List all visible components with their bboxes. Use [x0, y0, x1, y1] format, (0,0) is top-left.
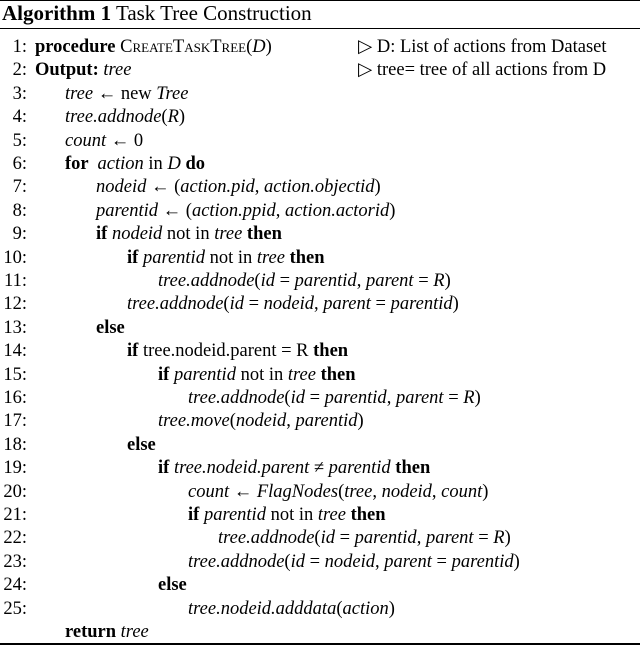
keyword: return	[65, 622, 121, 642]
code-statement	[127, 247, 325, 270]
code-text: not in	[265, 505, 318, 525]
algorithm-line	[0, 59, 640, 82]
code-statement	[188, 598, 395, 621]
caption-rule	[0, 28, 640, 29]
code-text: ,	[314, 294, 324, 315]
algorithm-line	[0, 317, 640, 340]
code-statement	[158, 574, 187, 597]
algorithm-line	[0, 410, 640, 433]
identifier: tree.addnode	[218, 528, 315, 549]
code-statement	[96, 200, 395, 223]
code-text: =	[413, 271, 434, 291]
algorithm-line	[0, 364, 640, 387]
identifier: action	[342, 598, 389, 619]
identifier: FlagNodes	[256, 481, 339, 502]
code-statement	[188, 387, 481, 410]
line-number: 23:	[3, 551, 27, 572]
keyword: if	[96, 224, 112, 245]
algorithm-line	[0, 551, 640, 574]
identifier: tree.nodeid.parent	[173, 458, 310, 479]
identifier: parentid	[451, 551, 514, 572]
keyword: then	[390, 458, 431, 479]
line-number: 1:	[12, 37, 27, 57]
code-text: ,	[431, 481, 442, 502]
code-text: =	[443, 388, 464, 408]
line-number: 7:	[12, 177, 27, 198]
algorithm-line	[0, 387, 640, 410]
algorithm-line	[0, 340, 640, 363]
code-text: (	[314, 528, 321, 549]
code-statement	[188, 481, 488, 504]
identifier: tree	[287, 364, 316, 385]
identifier: id	[290, 388, 305, 408]
code-text: not in	[204, 247, 257, 268]
identifier: parentid	[328, 458, 391, 479]
code-text: =	[370, 294, 391, 315]
identifier: nodeid	[381, 481, 432, 502]
code-text: not in	[162, 224, 215, 245]
code-text: )	[265, 37, 272, 57]
identifier: parentid	[294, 271, 357, 291]
algorithm-line	[0, 153, 640, 176]
code-statement	[158, 364, 356, 387]
code-text: ,	[254, 177, 265, 198]
code-text: )	[452, 294, 459, 315]
algorithm-line	[0, 293, 640, 316]
line-number: 10:	[3, 247, 27, 268]
line-number: 25:	[3, 598, 27, 619]
identifier: R	[463, 388, 475, 408]
identifier: parentid	[295, 411, 358, 432]
code-statement	[158, 410, 364, 433]
identifier: tree.addnode	[188, 551, 285, 572]
identifier: action.objectid	[264, 177, 375, 198]
identifier: R	[167, 107, 179, 128]
algorithm-line	[0, 481, 640, 504]
code-text: ,	[356, 271, 366, 291]
identifier: tree.addnode	[188, 388, 285, 408]
code-statement	[127, 434, 156, 457]
line-number: 17:	[3, 411, 27, 432]
identifier: parent	[425, 528, 474, 549]
code-text: ← (	[146, 177, 181, 198]
keyword: procedure	[35, 37, 121, 57]
identifier: parentid	[324, 388, 387, 408]
line-number: 3:	[12, 83, 27, 104]
code-text: ←	[229, 481, 257, 502]
code-text: in	[143, 154, 168, 174]
keyword: if	[158, 364, 174, 385]
code-statement	[35, 36, 272, 59]
code-statement	[158, 270, 451, 293]
keyword: else	[158, 575, 187, 596]
code-text: =	[334, 528, 355, 549]
algorithm-line	[0, 621, 640, 644]
algorithm-line	[0, 106, 640, 129]
code-text: )	[388, 598, 395, 619]
identifier: tree.move	[158, 411, 230, 432]
identifier: Tree	[156, 83, 189, 104]
code-statement	[188, 551, 520, 574]
algorithm-line	[0, 247, 640, 270]
code-statement	[96, 223, 282, 246]
code-text: )	[389, 200, 396, 221]
algorithm-line	[0, 83, 640, 106]
identifier: parent	[395, 388, 444, 408]
code-text: =	[304, 388, 325, 408]
algorithm-line	[0, 223, 640, 246]
keyword: else	[96, 317, 125, 338]
line-number: 19:	[3, 458, 27, 479]
code-text: =	[274, 271, 295, 291]
code-text: ← new	[93, 83, 157, 104]
identifier: parent	[323, 294, 371, 315]
code-statement	[188, 504, 386, 527]
line-number: 14:	[3, 341, 27, 362]
algorithm-label: Algorithm 1	[2, 1, 112, 25]
code-statement	[65, 153, 205, 176]
identifier: action.ppid	[191, 200, 276, 221]
identifier: action	[92, 154, 144, 174]
line-number: 8:	[12, 200, 27, 221]
identifier: tree.addnode	[65, 107, 162, 128]
keyword: if	[127, 341, 143, 362]
identifier: id	[290, 551, 305, 572]
code-statement	[218, 527, 511, 550]
code-text: )	[482, 481, 489, 502]
code-text: not in	[235, 364, 288, 385]
keyword: if	[158, 458, 174, 479]
keyword: if	[188, 505, 204, 525]
identifier: nodeid	[324, 551, 376, 572]
identifier: R	[493, 528, 505, 549]
algorithm-line	[0, 270, 640, 293]
code-text: (	[284, 388, 291, 408]
code-text: )	[178, 107, 186, 128]
algorithm-line	[0, 130, 640, 153]
identifier: count	[65, 130, 107, 151]
line-number: 22:	[3, 528, 27, 549]
code-statement	[65, 106, 185, 129]
procedure-name: CreateTaskTree	[120, 37, 247, 57]
identifier: nodeid	[235, 411, 287, 432]
code-text: =	[431, 551, 452, 572]
identifier: tree	[344, 481, 373, 502]
code-text: ,	[386, 388, 396, 408]
keyword: then	[242, 224, 282, 245]
algorithm-caption	[2, 0, 312, 26]
identifier: parent	[384, 551, 432, 572]
identifier: tree	[120, 622, 149, 642]
code-text: )	[504, 528, 511, 549]
code-statement	[65, 621, 149, 644]
code-text: )	[513, 551, 520, 572]
line-comment: ▷ tree= tree of all actions from D	[358, 60, 607, 81]
code-text: =	[473, 528, 494, 549]
algorithm-name: Task Tree Construction	[115, 1, 312, 25]
keyword: else	[127, 434, 156, 455]
line-number: 2:	[12, 60, 27, 81]
code-statement	[127, 293, 459, 316]
code-text: ,	[275, 200, 285, 221]
line-number: 6:	[12, 154, 27, 174]
code-statement	[158, 457, 430, 480]
identifier: parentid	[142, 247, 205, 268]
code-text: )	[474, 388, 481, 408]
code-statement	[127, 340, 348, 363]
keyword: if	[127, 247, 143, 268]
identifier: tree	[103, 60, 132, 81]
algorithm-line	[0, 574, 640, 597]
line-number: 13:	[3, 317, 27, 338]
code-statement	[96, 317, 125, 340]
identifier: tree	[214, 224, 243, 245]
identifier: id	[320, 528, 335, 549]
algorithm-line	[0, 457, 640, 480]
identifier: tree.addnode	[127, 294, 224, 315]
code-statement	[96, 176, 381, 199]
line-number: 12:	[3, 294, 27, 315]
identifier: id	[229, 294, 244, 315]
identifier: nodeid	[263, 294, 315, 315]
code-text: =	[243, 294, 264, 315]
bottom-rule	[0, 643, 640, 645]
identifier: parentid	[354, 528, 417, 549]
identifier: action.actorid	[284, 200, 390, 221]
identifier: parentid	[96, 200, 159, 221]
code-text: (	[336, 598, 343, 619]
code-text: ,	[416, 528, 426, 549]
keyword: for	[65, 154, 93, 174]
line-number: 15:	[3, 364, 27, 385]
algorithm-line	[0, 598, 640, 621]
identifier: parentid	[173, 364, 236, 385]
identifier: tree	[317, 505, 346, 525]
keyword: then	[315, 364, 356, 385]
line-number: 16:	[3, 388, 27, 408]
code-text: (	[254, 271, 261, 291]
code-text: (	[161, 107, 168, 128]
code-text: (	[338, 481, 345, 502]
code-text: ,	[372, 481, 382, 502]
identifier: D	[167, 154, 181, 174]
code-text: )	[444, 271, 451, 291]
code-text: ,	[375, 551, 385, 572]
identifier: parentid	[203, 505, 266, 525]
algorithm-line	[0, 504, 640, 527]
line-comment: ▷ D: List of actions from Dataset	[358, 37, 607, 57]
identifier: R	[433, 271, 445, 291]
code-text: )	[357, 411, 364, 432]
code-text: (	[223, 294, 230, 315]
code-text: =	[304, 551, 325, 572]
identifier: parent	[365, 271, 414, 291]
algorithm-line	[0, 176, 640, 199]
keyword: then	[345, 505, 386, 525]
keyword: then	[308, 341, 349, 362]
code-statement	[65, 130, 143, 153]
keyword: Output:	[35, 60, 104, 81]
algorithm-line	[0, 527, 640, 550]
code-text: ≠	[309, 458, 329, 479]
line-number: 4:	[12, 107, 27, 128]
identifier: tree.nodeid.adddata	[188, 598, 337, 619]
code-text: ← 0	[106, 130, 144, 151]
identifier: count	[188, 481, 230, 502]
algorithm-line	[0, 434, 640, 457]
code-statement	[65, 83, 189, 106]
line-number: 24:	[3, 575, 27, 596]
code-text: (	[229, 411, 236, 432]
identifier: id	[260, 271, 275, 291]
identifier: tree	[65, 83, 94, 104]
keyword: do	[180, 154, 205, 174]
code-text: tree.nodeid.parent = R	[142, 341, 309, 362]
identifier: D	[252, 37, 266, 57]
identifier: count	[441, 481, 483, 502]
line-number: 18:	[3, 434, 27, 455]
line-number: 21:	[3, 505, 27, 525]
identifier: nodeid	[111, 224, 163, 245]
code-text: )	[374, 177, 381, 198]
identifier: parentid	[390, 294, 453, 315]
code-text: ← (	[158, 200, 192, 221]
algorithm-line	[0, 36, 640, 59]
identifier: action.pid	[180, 177, 255, 198]
line-number: 5:	[12, 130, 27, 151]
code-text: ,	[286, 411, 296, 432]
code-text: (	[284, 551, 291, 572]
identifier: nodeid	[96, 177, 147, 198]
identifier: tree.addnode	[158, 271, 255, 291]
code-statement	[35, 59, 131, 82]
keyword: then	[284, 247, 325, 268]
line-number: 9:	[12, 224, 27, 245]
algorithm-line	[0, 200, 640, 223]
code-text: (	[246, 37, 253, 57]
line-number: 11:	[4, 271, 27, 291]
identifier: tree	[256, 247, 285, 268]
line-number: 20:	[3, 481, 27, 502]
